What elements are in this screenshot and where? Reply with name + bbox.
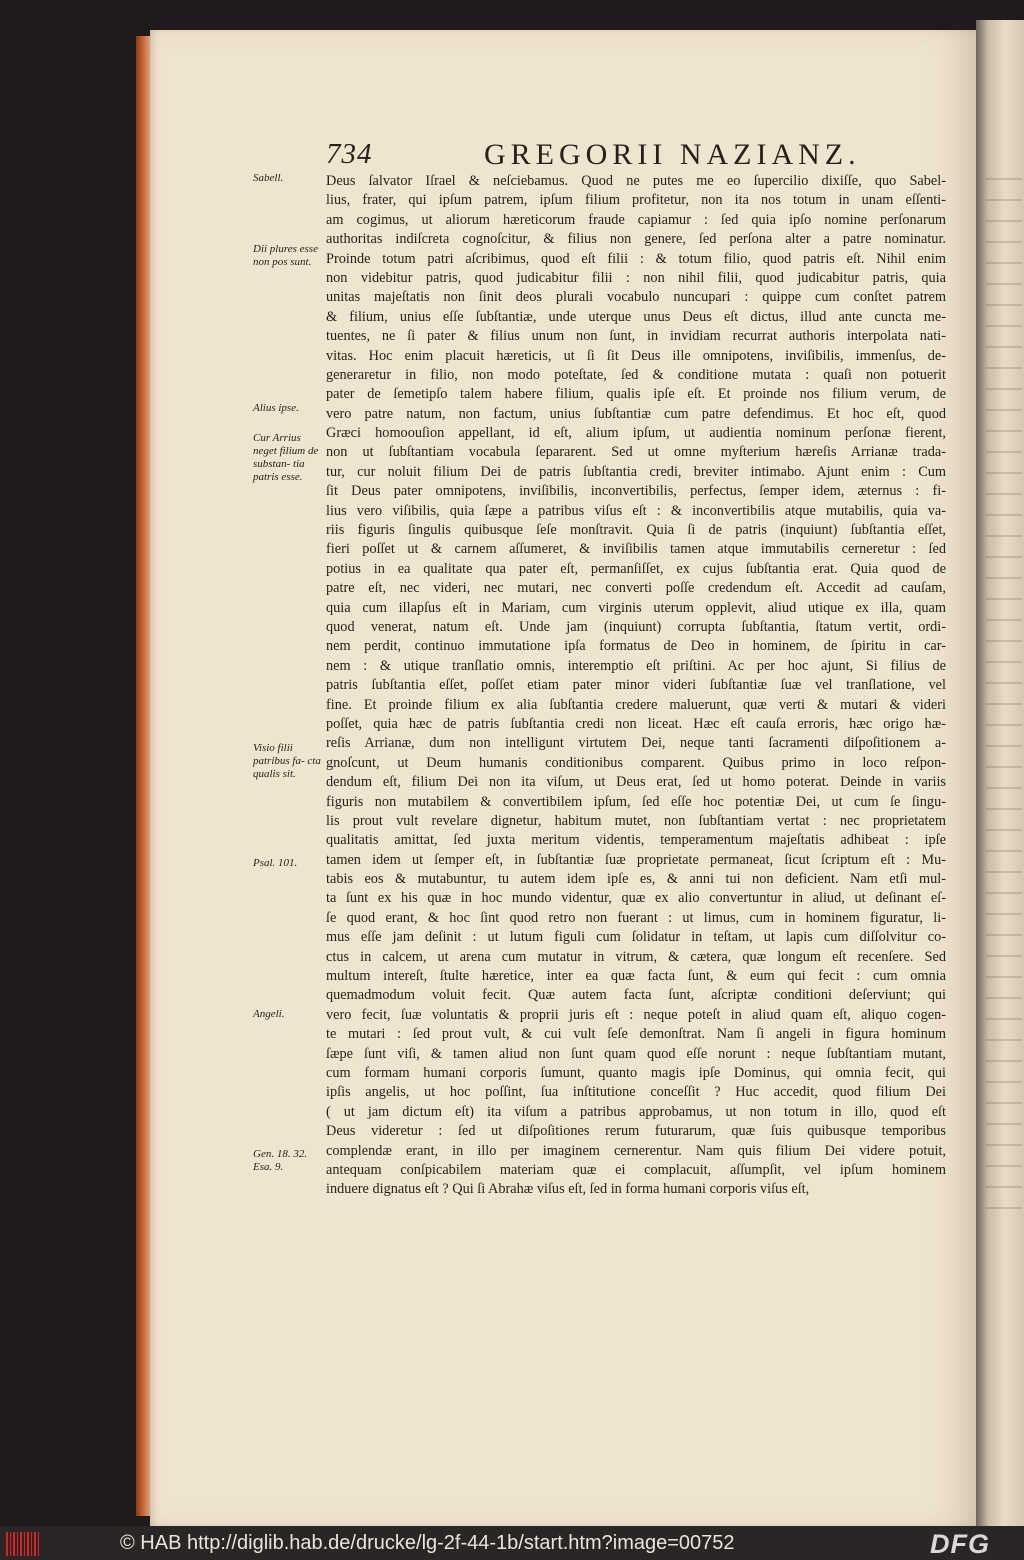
text-line: ſe quod erant, & hoc ſint quod retro non fuerant : ut limus, cum in hominem figuratur, li-: [326, 909, 946, 926]
text-line: vero patre natum, non factum, unius ſubſtantiæ cum patre defendimus. Et hoc eſt, quod: [326, 405, 946, 422]
text-line: & filium, unius eſſe ſubſtantiæ, unde uterque unus Deus eſt dictus, illud ante cuncta me-: [326, 308, 946, 325]
text-line: mus eſſe jam deſinit : ut lutum figuli cum ſolidatur in teſtam, ut lapis cum diſſolvitur co-: [326, 929, 946, 946]
text-line: fine. Et proinde filium ex alia ſubſtantia credere maluerunt, quæ verti & mutari & videri: [326, 696, 946, 713]
text-line: nem : & utique tranſlatio omnis, interemptio eſt priſtini. Ac per hoc ajunt, Si filius de: [326, 657, 946, 674]
text-line: dendum eſt, filium Dei non ita viſum, ut Deus erat, ſed ut homo poterat. Deinde in variis: [326, 774, 946, 791]
copyright-url[interactable]: © HAB http://diglib.hab.de/drucke/lg-2f-44-1b/start.htm?image=00752: [120, 1532, 735, 1554]
footer-bar: [0, 1526, 1024, 1560]
text-line: Deus videretur : ſed ut diſpoſitiones rerum futurarum, quæ ſuis quibusque temporibus: [326, 1123, 946, 1140]
text-line: reſis Arrianæ, dum non intelligunt virtutem Dei, neque tanti ſacramenti diſpoſitionem a-: [326, 735, 946, 752]
text-line: Græci homoouſion appellant, id eſt, alium ipſum, ut audientia nominum perſonæ fierent,: [326, 425, 946, 442]
text-line: Deus ſalvator Iſrael & neſciebamus. Quod ne putes me eo ſupercilio dixiſſe, quo Sabel-: [326, 173, 946, 189]
text-line: pater de ſemetipſo talem habere filium, qualis ipſe eſt. Et proinde nos filium verum, de: [326, 386, 946, 403]
margin-note: Gen. 18. 32. Esa. 9.: [253, 1148, 308, 1173]
text-line: Proinde totum patri aſcribimus, quod eſt filii : & totum filio, quod patris eſt. Nihil enim: [326, 250, 946, 267]
text-line: poſſet, quia hæc de patris ſubſtantia credi non liceat. Hæc eſt cauſa erroris, hæc origo hæ-: [326, 715, 946, 732]
text-line: unitas majeſtatis non ſinit deos plurali vocabulo nuncupari : quippe cum conſtet patrem: [326, 289, 946, 306]
text-line: patris ſubſtantia eſſet, poſſet etiam pater minor videri ſubſtantiæ ſuæ vel tranſlatione, vel: [326, 677, 946, 694]
text-line: te mutari : ſed prout vult, & cui vult ſeſe demonſtrat. Nam ſi angeli in figura hominum: [326, 1026, 946, 1043]
text-line: quemadmodum voluit fecit. Quæ autem facta ſunt, aſcriptæ conditioni deſerviunt; qui: [326, 987, 946, 1004]
margin-note: Sabell.: [253, 172, 284, 184]
text-line: lius vero viſibilis, quia ſæpe a patribus viſus eſt : & inconvertibilis atque mutabilis, quia va-: [326, 502, 946, 519]
text-line: generaretur in filio, non modo poteſtate, ſed & conditione mutata : quaſi non potuerit: [326, 366, 946, 383]
text-line: authoritas indiſcreta cognoſcitur, & filius non genere, ſed perſona alter a patre nominatur.: [326, 231, 946, 248]
text-line: fieri poſſet ut & carnem aſſumeret, & inviſibilis tamen atque immutabilis cerneretur : ſed: [326, 541, 946, 558]
text-line: ( ut jam dictum eſt) ita viſum a patribus approbamus, ut non totum in illo, quod eſt: [326, 1103, 946, 1120]
text-line: tamen idem ut ſemper eſt, in ſubſtantiæ ſuæ proprietate permaneat, ſicut ſcriptum eſt : Mu-: [326, 851, 946, 868]
text-line: multum intereſt, ſtulte hæretice, inter ea quæ facta ſunt, & eum qui fecit : cum omnia: [326, 968, 946, 985]
text-line: tabis eos & mutabuntur, tu autem idem ipſe es, & anni tui non deficient. Nam etſi mul-: [326, 871, 946, 888]
body-text: [326, 172, 946, 1200]
text-line: quia cum illapſus eſt in Mariam, cum virginis uterum opplevit, aliud utique ex illa, quam: [326, 599, 946, 616]
margin-note: Psal. 101.: [253, 857, 298, 869]
text-line: potius in ea qualitate qua pater eſt, permanſiſſet, ex cujus ſubſtantia erat. Quia quod de: [326, 560, 946, 577]
margin-note: Dii plures esse non pos sunt.: [253, 243, 318, 268]
text-line: gnoſcunt, ut Deum humanis conditionibus comparent. Quibus primo in loco reſpon-: [326, 754, 946, 771]
text-line: ſæpe ſunt viſi, & tamen aliud non ſunt quam quod eſſe norunt : neque ſubſtantiam mutant,: [326, 1045, 946, 1062]
text-line: tur, cur noluit filium Dei de patris ſubſtantia credi, breviter intimabo. Ajunt enim : Cum: [326, 463, 946, 480]
text-line: nem perdit, continuo immutatione ipſa formatus de Deo in hominem, de ſpiritu in car-: [326, 638, 946, 655]
text-line: induere dignatus eſt ? Qui ſi Abrahæ viſus eſt, ſed in forma humani corporis viſus eſt,: [326, 1181, 810, 1198]
text-line: lis prout vult revelare dignetur, habitum mutet, non ſubſtantiam vertat : nec proprietatem: [326, 812, 946, 829]
text-line: non videbitur patris, quod judicabitur filii : non nihil filii, quod judicabitur patris, quia: [326, 269, 946, 286]
text-line: cum formam humani corporis ſumunt, quanto magis ipſe Dominus, qui omnia fecit, qui: [326, 1064, 946, 1081]
facing-page-edge: [976, 20, 1024, 1526]
text-line: ipſis angelis, ut hoc poſſint, ſua inſtitutione conceſſit ? Huc accedit, quod filium Dei: [326, 1084, 946, 1101]
text-line: riis figuris ſingulis quibusque ſeſe monſtravit. Quia ſi de patris (inquiunt) ſubſtantia eſſet,: [326, 522, 946, 539]
text-line: ſit Deus pater omnipotens, inviſibilis, inconvertibilis, perfectus, ſemper idem, æternus : fi-: [326, 483, 946, 500]
margin-note: Angeli.: [253, 1008, 285, 1020]
barcode-icon: [6, 1532, 40, 1556]
text-line: am cogimus, ut aliorum hæreticorum fraude capiamur : ſed quia ipſo nomine perſonarum: [326, 211, 946, 228]
text-line: patre eſt, nec videri, nec mutari, nec converti poſſe credendum eſt. Accedit ad cauſam,: [326, 580, 946, 597]
margin-note: Visio filii patribus fa- cta qualis sit.: [253, 742, 321, 780]
margin-note: Cur Arrius neget filium de substan- tia patris esse.: [253, 432, 319, 483]
page-number: 734: [326, 138, 373, 170]
text-line: tuentes, ne ſi pater & filius unum non ſunt, in invidiam recurrat authoris interpolata nati-: [326, 328, 946, 345]
text-line: qualitatis amittat, ſed juxta meritum videntis, temperamentum majeſtatis adhibeat : ipſe: [326, 832, 946, 849]
text-line: vero fecit, ſuæ voluntatis & proprii juris eſt : neque poteſt in aliud quam eſt, aliquo cogen-: [326, 1006, 946, 1023]
text-line: figuris non mutabilem & convertibilem ipſum, ſed eſſe hoc potentiæ Dei, ut cum ſe ſingu-: [326, 793, 946, 810]
text-line: lius, frater, qui ipſum patrem, ipſum filium profitetur, non ita nos totum in unam eſſenti-: [326, 192, 946, 209]
running-title: GREGORII NAZIANZ.: [484, 138, 861, 171]
margin-note: Alius ipse.: [253, 402, 299, 414]
text-line: non ut ſubſtantiam vocabula ſepararent. Sed ut omne myſterium hæreſis Arrianæ trada-: [326, 444, 946, 461]
text-line: ctus in calcem, ut arena cum mutatur in vitrum, & cætera, quæ longum eſt recenſere. Sed: [326, 948, 946, 965]
text-line: complendæ erant, in illo per imaginem cernerentur. Nam quis filium Dei videre potuit,: [326, 1142, 946, 1159]
text-line: antequam conſpicabilem materiam quæ ei complacuit, aſſumpſit, vel ipſum hominem: [326, 1161, 946, 1178]
dfg-logo: DFG: [930, 1529, 990, 1559]
text-line: quod venerat, natum eſt. Unde jam (inquiunt) corrupta ſubſtantia, ſtatum vertit, ordi-: [326, 618, 946, 635]
text-line: vitas. Hoc enim placuit hæreticis, ut ſi ſit Deus ille omnipotens, inviſibilis, immenſus, de-: [326, 347, 946, 364]
text-line: ta ſunt ex his quæ in hoc mundo videntur, quæ ex alio convertuntur in aliud, ut deſinant eſ-: [326, 890, 946, 907]
